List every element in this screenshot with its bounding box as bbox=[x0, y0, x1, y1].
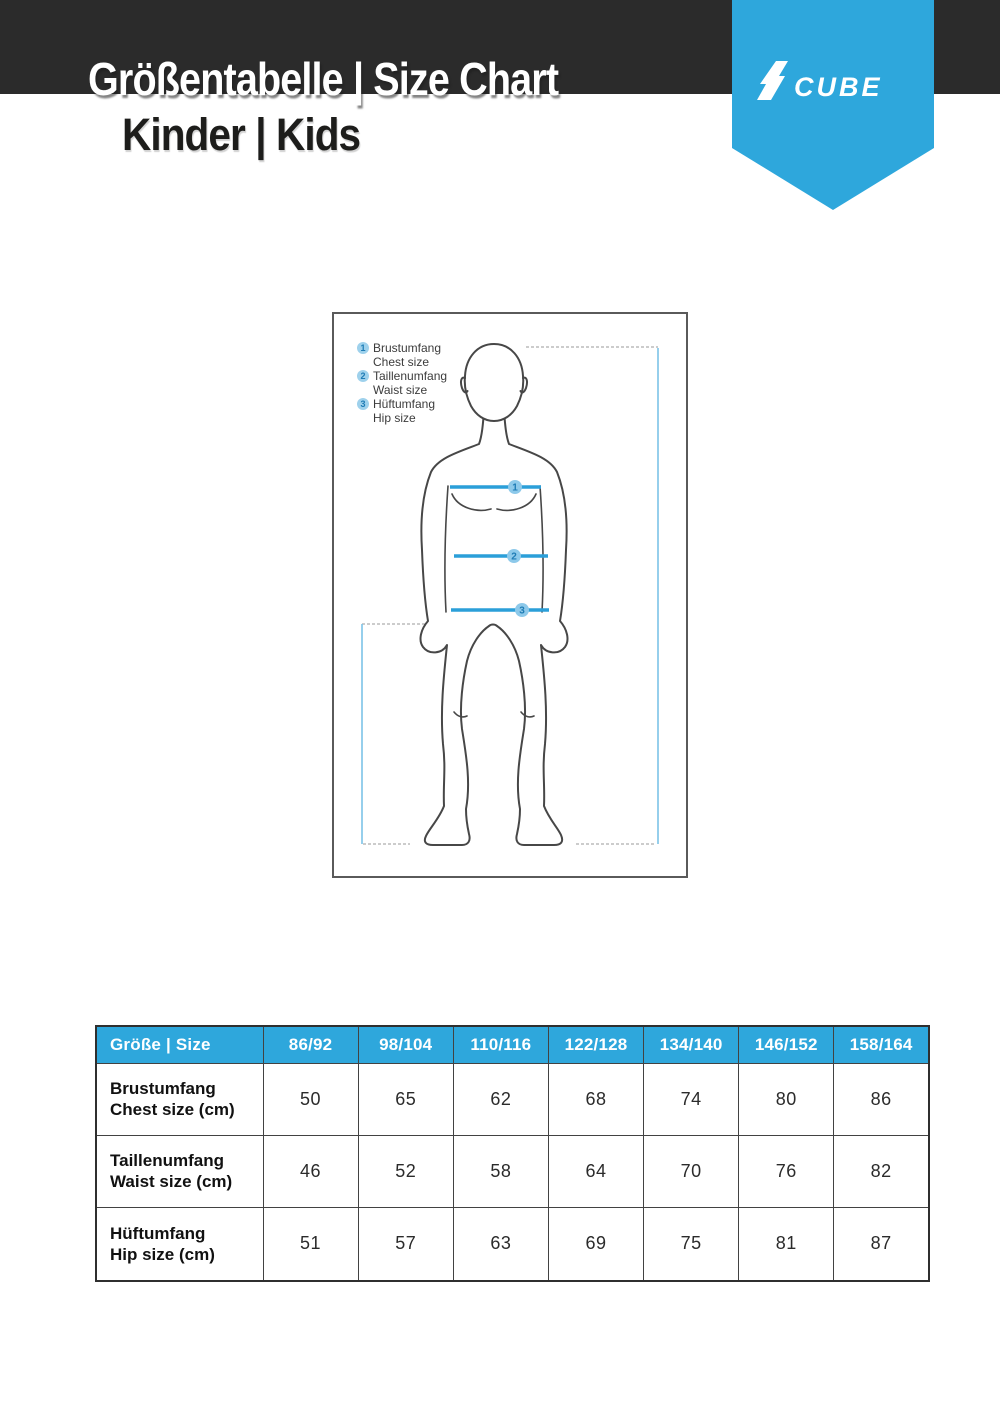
column-header-158-164: 158/164 bbox=[834, 1026, 929, 1063]
chest-marker-number: 1 bbox=[512, 482, 518, 494]
column-header-134-140: 134/140 bbox=[644, 1026, 739, 1063]
legend-label-waist bbox=[373, 369, 447, 397]
hip-value: 69 bbox=[548, 1207, 643, 1281]
row-label-chest-en: Chest size (cm) bbox=[110, 1100, 235, 1119]
column-header-122-128: 122/128 bbox=[548, 1026, 643, 1063]
brand-text: CUBE bbox=[794, 72, 883, 102]
waist-value: 70 bbox=[644, 1135, 739, 1207]
legend-label-chest-de: Brustumfang bbox=[373, 341, 442, 355]
row-label-chest-de: Brustumfang bbox=[110, 1079, 216, 1098]
size-table-header-row bbox=[96, 1026, 929, 1063]
row-label-waist-de: Taillenumfang bbox=[110, 1151, 224, 1170]
column-header-size: Größe | Size bbox=[96, 1026, 263, 1063]
waist-value: 64 bbox=[548, 1135, 643, 1207]
legend-number-3: 3 bbox=[357, 398, 369, 410]
size-table bbox=[95, 1025, 930, 1282]
hip-value: 75 bbox=[644, 1207, 739, 1281]
chest-value: 86 bbox=[834, 1063, 929, 1135]
page-subtitle: Kinder | Kids bbox=[122, 109, 361, 160]
waist-value: 52 bbox=[358, 1135, 453, 1207]
row-label-chest bbox=[96, 1063, 263, 1135]
hip-marker-number: 3 bbox=[519, 605, 525, 617]
table-row-waist bbox=[96, 1135, 929, 1207]
hip-value: 87 bbox=[834, 1207, 929, 1281]
legend-label-hip bbox=[373, 397, 435, 425]
column-header-146-152: 146/152 bbox=[739, 1026, 834, 1063]
chest-value: 74 bbox=[644, 1063, 739, 1135]
page-title: Größentabelle | Size Chart bbox=[88, 53, 559, 105]
table-row-chest bbox=[96, 1063, 929, 1135]
waist-value: 46 bbox=[263, 1135, 358, 1207]
legend-label-waist-en: Waist size bbox=[373, 383, 428, 397]
legend-label-waist-de: Taillenumfang bbox=[373, 369, 448, 383]
legend-label-hip-de: Hüftumfang bbox=[373, 397, 436, 411]
brand-ribbon-shape bbox=[732, 0, 934, 212]
legend-item-hip bbox=[357, 397, 447, 425]
column-header-110-116: 110/116 bbox=[453, 1026, 548, 1063]
row-label-hip-de: Hüftumfang bbox=[110, 1223, 206, 1243]
waist-value: 58 bbox=[453, 1135, 548, 1207]
legend-number-2: 2 bbox=[357, 370, 369, 382]
chest-value: 65 bbox=[358, 1063, 453, 1135]
waist-value: 82 bbox=[834, 1135, 929, 1207]
legend-label-chest bbox=[373, 341, 441, 369]
row-label-waist bbox=[96, 1135, 263, 1207]
legend-item-waist bbox=[357, 369, 447, 397]
measurement-legend bbox=[357, 341, 447, 425]
waist-marker-number: 2 bbox=[511, 551, 517, 563]
table-row-hip bbox=[96, 1207, 929, 1281]
row-label-hip-en: Hip size (cm) bbox=[110, 1244, 215, 1264]
chest-value: 62 bbox=[453, 1063, 548, 1135]
legend-number-1: 1 bbox=[357, 342, 369, 354]
chest-value: 80 bbox=[739, 1063, 834, 1135]
chest-value: 50 bbox=[263, 1063, 358, 1135]
row-label-hip bbox=[96, 1207, 263, 1281]
brand-ribbon bbox=[732, 0, 934, 212]
column-header-86-92: 86/92 bbox=[263, 1026, 358, 1063]
legend-item-chest bbox=[357, 341, 447, 369]
measurement-diagram-panel bbox=[332, 312, 688, 878]
column-header-98-104: 98/104 bbox=[358, 1026, 453, 1063]
hip-value: 81 bbox=[739, 1207, 834, 1281]
legend-label-hip-en: Hip size bbox=[373, 411, 416, 425]
legend-label-chest-en: Chest size bbox=[373, 355, 430, 369]
chest-value: 68 bbox=[548, 1063, 643, 1135]
waist-value: 76 bbox=[739, 1135, 834, 1207]
hip-value: 51 bbox=[263, 1207, 358, 1281]
hip-value: 57 bbox=[358, 1207, 453, 1281]
hip-value: 63 bbox=[453, 1207, 548, 1281]
row-label-waist-en: Waist size (cm) bbox=[110, 1172, 233, 1191]
